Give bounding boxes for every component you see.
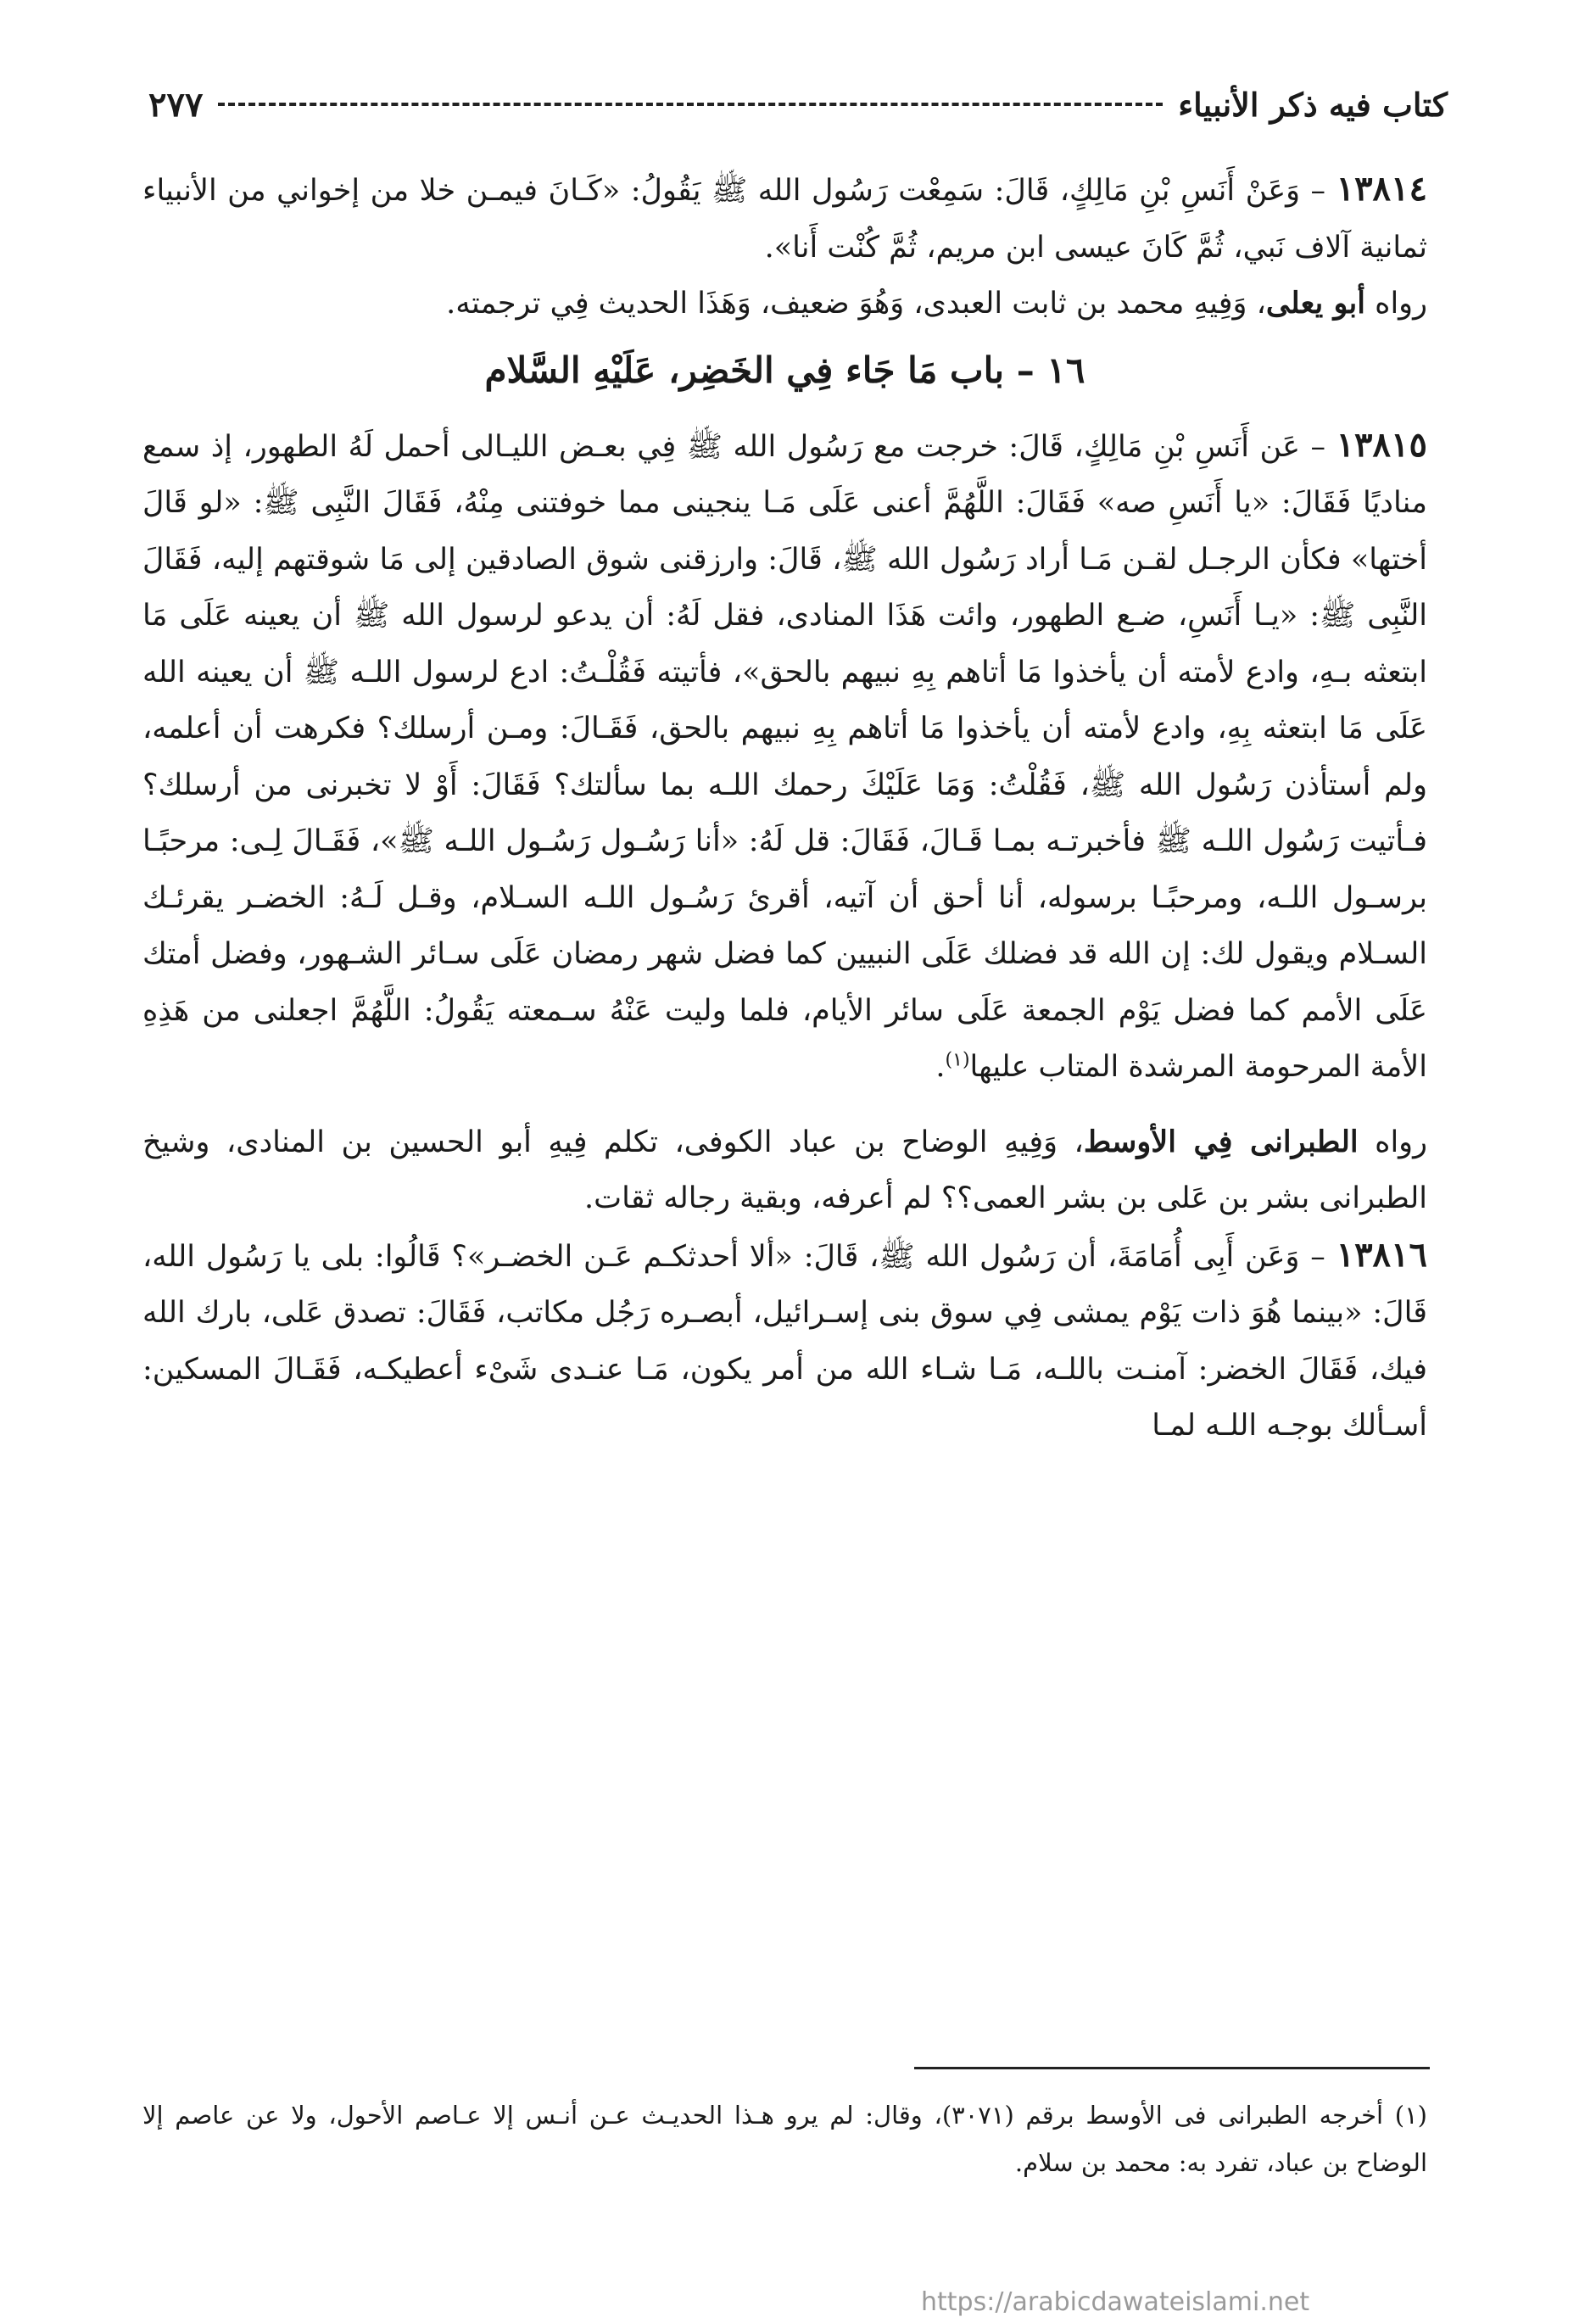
book-title: كتاب فيه ذكر الأنبياء [1178,85,1448,124]
website-watermark: https://arabicdawateislami.net [921,2287,1310,2317]
source-remark: ، وَفِيهِ الوضاح بن عباد الكوفى، تكلم فِيهِ أبو الحسين بن المنادى، وشيخ الطبرانى بشر بن عَلى بن بشر العمى؟؟ لم أعرفه، وبقية رجاله ثقات. [142,1125,1427,1215]
running-header [148,75,1448,134]
source-remark: ، وَفِيهِ محمد بن ثابت العبدى، وَهُوَ ضعيف، وَهَذَا الحديث فِي ترجمته. [446,287,1266,321]
footnote-1: (١) أخرجه الطبرانى فى الأوسط برقم (٣٠٧١)، وقال: لم يرو هـذا الحديـث عـن أنـس إلا عـاصم الأحول، ولا عن عاصم إلا الوضاح بن عباد، تفرد به: محمد بن سلام. [142,2101,1427,2177]
footnote-divider [914,2067,1430,2069]
hadith-text: – وَعَن أَبِى أُمَامَةَ، أن رَسُول الله ﷺ، قَالَ: «ألا أحدثكـم عَـن الخضـر»؟ قَالُوا: بلى يا رَسُول الله، قَالَ: «بينما هُوَ ذات يَوْم يمشى فِي سوق بنى إسـرائيل، أبصـره رَجُل مكاتب، فَقَالَ: تصدق عَلى، بارك الله فيك، فَقَالَ الخضر: آمنـت باللـه، مَـا شـاء الله من أمر يكون، مَـا عنـدى شَىْء أعطيكـه، فَقَـالَ المسكين: أسـألك بوجـه اللـه لمـا [142,1239,1427,1443]
hadith-text: – عَن أَنَسِ بْنِ مَالِكٍ، قَالَ: خرجت مع رَسُول الله ﷺ فِي بعـض الليـالى أحمل لَهُ الطهور، إذ سمع مناديًا فَقَالَ: «يا أَنَسِ صه» فَقَالَ: اللَّهُمَّ أعنى عَلَى مَـا ينجينى مما خوفتنى مِنْهُ، فَقَالَ النَّبِى ﷺ: «لو قَالَ أختها» فكأن الرجـل لقـن مَـا أراد رَسُول الله ﷺ، قَالَ: وارزقنى شوق الصادقين إلى مَا شوقتهم إليه، فَقَالَ النَّبِى ﷺ: «يـا أَنَسِ، ضـع الطهور، وائت هَذَا المنادى، فقل لَهُ: أن يدعو لرسول الله ﷺ أن يعينه عَلَى مَا ابتعثه بـهِ، وادع لأمته أن يأخذوا مَا أتاهم بِهِ نبيهم بالحق»، فأتيته فَقُلْـتُ: ادع لرسول اللـه ﷺ أن يعينه الله عَلَى مَا ابتعثه بِهِ، وادع لأمته أن يأخذوا مَا أتاهم بِهِ نبيهم بالحق، فَقَـالَ: ومـن أرسلك؟ فكرهت أن أعلمه، ولم أستأذن رَسُول الله ﷺ، فَقُلْتُ: وَمَا عَلَيْكَ رحمك اللـه بما سألتك؟ فَقَالَ: أَوْ لا تخبرنى من أرسلك؟ فـأتيت رَسُول اللـه ﷺ فأخبرتـه بمـا قَـالَ، فَقَالَ: قل لَهُ: «أنا رَسُـول رَسُـول اللـه ﷺ»، فَقَـالَ لِـى: مرحبًـا برسـول اللـه، ومرحبًـا برسوله، أنا أحق أن آتيه، أقرئ رَسُـول اللـه السـلام، وقـل لَـهُ: الخضـر يقرئـك السـلام ويقول لك: إن الله قد فضلك عَلَى النبيين كما فضل شهر رمضان عَلَى سـائر الشـهور، وفضل أمتك عَلَى الأمم كما فضل يَوْم الجمعة عَلَى سائر الأيام، فلما وليت عَنْهُ سـمعته يَقُولُ: اللَّهُمَّ اجعلنى من هَذِهِ الأمة المرحومة المرشدة المتاب عليها [142,429,1427,1084]
header-dashed-rule [218,103,1163,106]
footnote-reference[interactable]: (١) [945,1049,970,1071]
hadith-source [142,276,1427,332]
hadith-text: – وَعَنْ أَنَسِ بْنِ مَالِكٍ، قَالَ: سَمِعْت رَسُول الله ﷺ يَقُولُ: «كَـانَ فيمـن خلا من إخواني من الأنبياء ثمانية آلاف نَبي، ثُمَّ كَانَ عيسى ابن مريم، ثُمَّ كُنْت أَنا». [142,174,1427,265]
hadith-text-end: . [935,1050,946,1084]
footnotes [142,2091,1427,2186]
hadith-number: ١٣٨١٤ [1336,169,1427,209]
page-number: ٢٧٧ [148,84,204,125]
hadith-13815 [142,417,1427,1096]
source-name: أبو يعلى [1265,286,1365,321]
hadith-13816 [142,1227,1427,1454]
hadith-number: ١٣٨١٦ [1336,1234,1427,1275]
hadith-source [142,1114,1427,1227]
source-name: الطبرانى فِي الأوسط [1083,1124,1359,1159]
source-prefix: رواه [1358,1125,1427,1159]
source-prefix: رواه [1365,287,1427,321]
chapter-heading: ١٦ – باب مَا جَاء فِي الخَضِر، عَلَيْهِ السَّلام [484,349,1085,391]
hadith-number: ١٣٨١٥ [1336,424,1427,465]
main-text [142,161,1427,1454]
hadith-13814 [142,161,1427,276]
